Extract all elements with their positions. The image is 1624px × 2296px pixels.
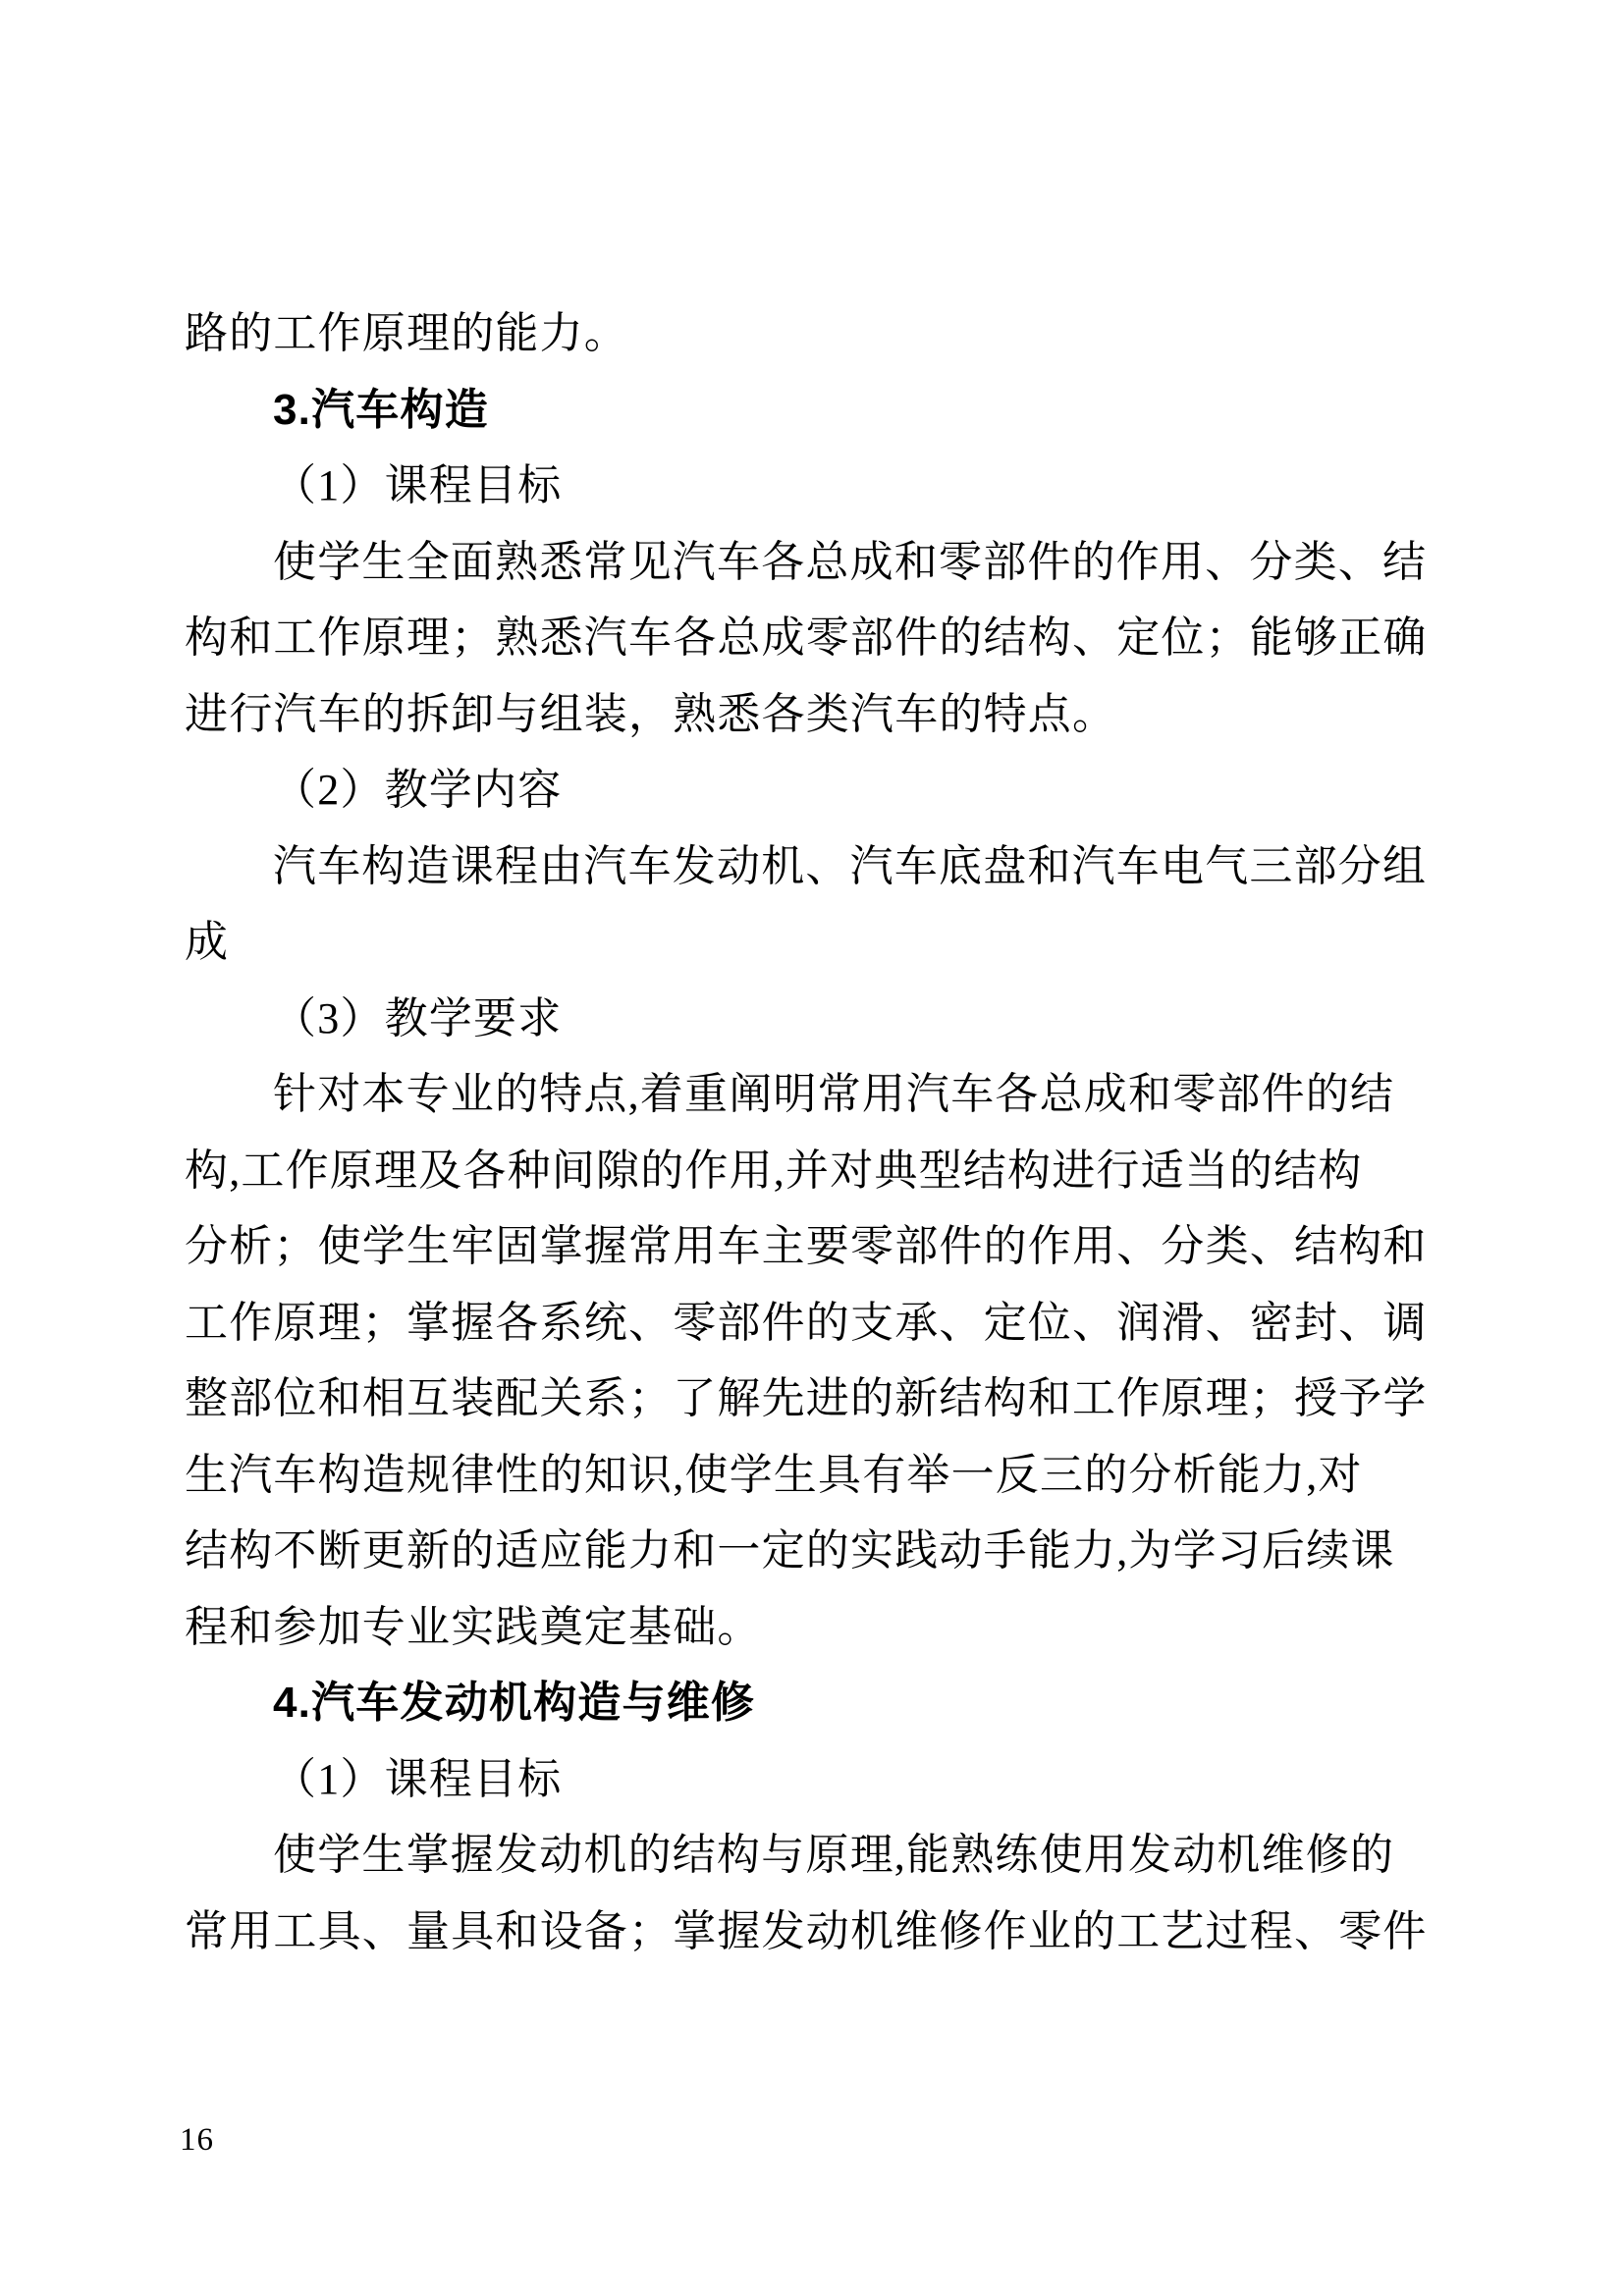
text-line: 针对本专业的特点,着重阐明常用汽车各总成和零部件的结 — [273, 1070, 1395, 1118]
text-line: 生汽车构造规律性的知识,使学生具有举一反三的分析能力,对 — [185, 1450, 1363, 1499]
text-line: 汽车构造课程由汽车发动机、汽车底盘和汽车电气三部分组 — [273, 841, 1428, 890]
subheading-teaching-content: （2）教学内容 — [273, 766, 563, 814]
section-heading-4: 4.汽车发动机构造与维修 — [273, 1679, 756, 1727]
subheading-teaching-requirements: （3）教学要求 — [273, 993, 563, 1042]
text-line: 工作原理；掌握各系统、零部件的支承、定位、润滑、密封、调 — [185, 1298, 1428, 1347]
text-line: 常用工具、量具和设备；掌握发动机维修作业的工艺过程、零件 — [185, 1906, 1428, 1955]
subheading-course-goal: （1）课程目标 — [273, 1754, 563, 1803]
text-block — [185, 295, 1446, 1969]
section-heading-3: 3.汽车构造 — [273, 385, 489, 434]
text-line: 使学生全面熟悉常见汽车各总成和零部件的作用、分类、结 — [273, 537, 1428, 586]
text-line: 成 — [185, 918, 230, 966]
text-line: 路的工作原理的能力。 — [185, 309, 628, 357]
text-line: 进行汽车的拆卸与组装，熟悉各类汽车的特点。 — [185, 689, 1117, 738]
subheading-course-goal: （1）课程目标 — [273, 461, 563, 509]
text-line: 分析；使学生牢固掌握常用车主要零部件的作用、分类、结构和 — [185, 1222, 1428, 1270]
text-line: 构,工作原理及各种间隙的作用,并对典型结构进行适当的结构 — [185, 1146, 1363, 1195]
text-line: 构和工作原理；熟悉汽车各总成零部件的结构、定位；能够正确 — [185, 614, 1428, 662]
text-line: 结构不断更新的适应能力和一定的实践动手能力,为学习后续课 — [185, 1526, 1395, 1575]
text-line: 程和参加专业实践奠定基础。 — [185, 1602, 762, 1651]
text-line: 使学生掌握发动机的结构与原理,能熟练使用发动机维修的 — [273, 1831, 1395, 1879]
page-number: 16 — [180, 2122, 214, 2158]
text-line: 整部位和相互装配关系；了解先进的新结构和工作原理；授予学 — [185, 1374, 1428, 1422]
